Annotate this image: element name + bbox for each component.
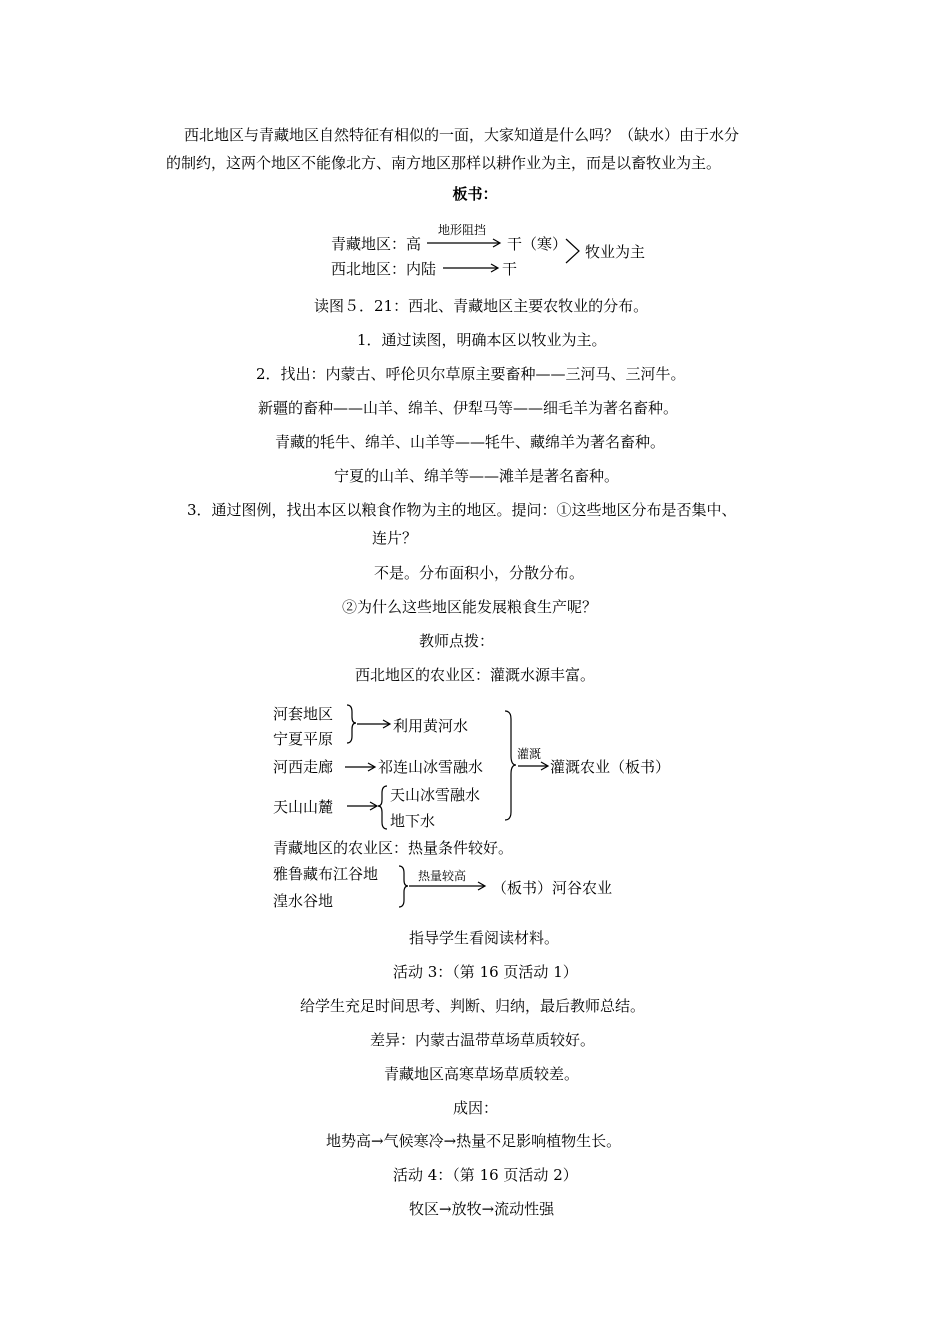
hetao-label: 河套地区 bbox=[273, 705, 334, 723]
text-line-step-3: 3．通过图例，找出本区以粮食作物为主的地区。提问：①这些地区分布是否集中、 bbox=[187, 501, 737, 519]
hexi-label: 河西走廊 bbox=[273, 758, 334, 776]
board-title: 板书： bbox=[452, 185, 498, 203]
qilian-label: 祁连山冰雪融水 bbox=[378, 758, 484, 776]
text-line-qingzang-grass: 青藏地区高寒草场草质较差。 bbox=[384, 1065, 580, 1083]
text-line-reading-material: 指导学生看阅读材料。 bbox=[409, 929, 560, 947]
text-line-cause-chain: 地势高→气候寒冷→热量不足影响植物生长。 bbox=[326, 1132, 622, 1150]
ningxia-label: 宁夏平原 bbox=[273, 730, 334, 748]
text-line-cause: 成因： bbox=[453, 1099, 499, 1117]
yarlung-label: 雅鲁藏布江谷地 bbox=[273, 865, 379, 883]
row1-label: 青藏地区：高 bbox=[331, 235, 422, 253]
heat-arrow-label: 热量较高 bbox=[418, 869, 467, 883]
conclusion-text: 牧业为主 bbox=[585, 243, 646, 261]
huangshui-label: 湟水谷地 bbox=[273, 892, 334, 910]
text-line-northwest-agri: 西北地区的农业区：灌溉水源丰富。 bbox=[355, 666, 596, 684]
text-line-summary: 给学生充足时间思考、判断、归纳，最后教师总结。 bbox=[300, 997, 646, 1015]
text-line-pastoral: 牧区→放牧→流动性强 bbox=[409, 1200, 555, 1218]
text-line-teacher: 教师点拨： bbox=[419, 632, 495, 650]
row2-label: 西北地区：内陆 bbox=[331, 260, 437, 278]
irrigate-arrow-label: 灌溉 bbox=[517, 747, 542, 761]
conclusion-bracket bbox=[566, 239, 579, 263]
text-line-read-figure: 读图５．21：西北、青藏地区主要农牧业的分布。 bbox=[314, 297, 649, 315]
text-line-xinjiang: 新疆的畜种——山羊、绵羊、伊犁马等——细毛羊为著名畜种。 bbox=[258, 399, 679, 417]
text-line-ningxia: 宁夏的山羊、绵羊等——滩羊是著名畜种。 bbox=[334, 467, 620, 485]
groundwater-label: 地下水 bbox=[390, 812, 436, 830]
brace-valleys bbox=[399, 866, 408, 907]
irrigated-agriculture-label: 灌溉农业（板书） bbox=[550, 758, 671, 776]
tianshan-foot-label: 天山山麓 bbox=[273, 798, 334, 816]
brace-water-sources bbox=[505, 711, 516, 820]
text-line-question-2: ②为什么这些地区能发展粮食生产呢？ bbox=[342, 598, 598, 616]
row2-result: 干 bbox=[502, 260, 518, 278]
paragraph-line-2: 的制约，这两个地区不能像北方、南方地区那样以耕作业为主，而是以畜牧业为主。 bbox=[166, 154, 722, 172]
text-line-contiguous: 连片？ bbox=[372, 529, 418, 547]
text-line-difference: 差异：内蒙古温带草场草质较好。 bbox=[370, 1031, 596, 1049]
text-line-activity-3: 活动 3：（第 16 页活动 1） bbox=[393, 963, 578, 981]
yellow-river-label: 利用黄河水 bbox=[393, 717, 469, 735]
text-line-qingzang: 青藏的牦牛、绵羊、山羊等——牦牛、藏绵羊为著名畜种。 bbox=[275, 433, 666, 451]
text-line-step-2: 2．找出：内蒙古、呼伦贝尔草原主要畜种——三河马、三河牛。 bbox=[256, 365, 686, 383]
brace-tianshan bbox=[378, 786, 387, 829]
text-line-activity-4: 活动 4：（第 16 页活动 2） bbox=[393, 1166, 578, 1184]
text-line-answer: 不是。分布面积小，分散分布。 bbox=[374, 564, 585, 582]
brace-hetao-ningxia bbox=[347, 705, 356, 743]
terrain-arrow-label: 地形阻挡 bbox=[438, 223, 487, 237]
text-line-step-1: 1．通过读图，明确本区以牧业为主。 bbox=[357, 331, 607, 349]
paragraph-line-1: 西北地区与青藏地区自然特征有相似的一面，大家知道是什么吗？（缺水）由于水分 bbox=[184, 126, 740, 144]
tianshan-melt-label: 天山冰雪融水 bbox=[390, 786, 481, 804]
row1-result: 干（寒） bbox=[507, 235, 568, 253]
valley-agriculture-label: （板书）河谷农业 bbox=[492, 879, 613, 897]
qingzang-agri-line: 青藏地区的农业区：热量条件较好。 bbox=[273, 839, 514, 857]
